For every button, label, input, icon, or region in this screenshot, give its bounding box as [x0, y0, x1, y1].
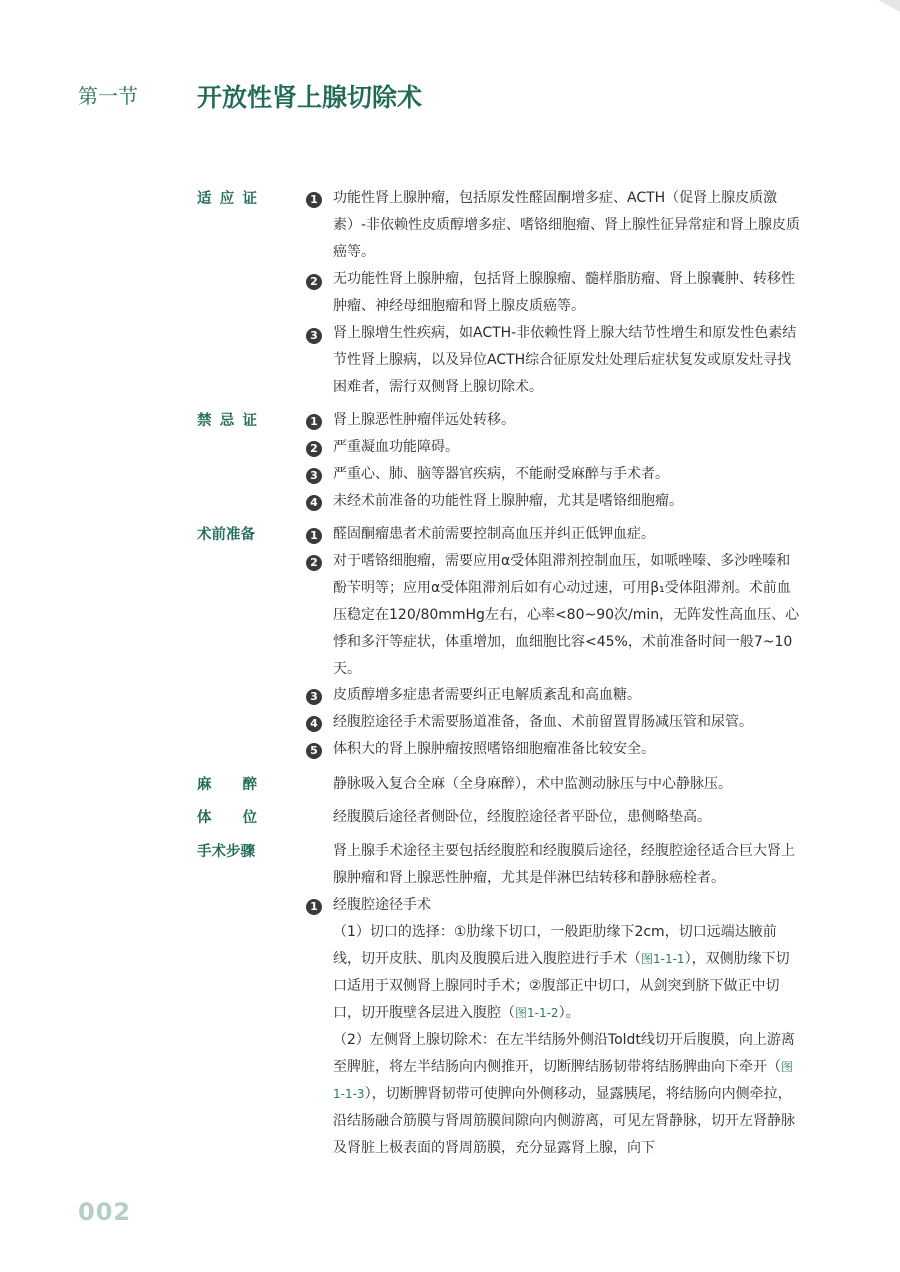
contraindication-item: 未经术前准备的功能性肾上腺肿瘤，尤其是嗜铬细胞瘤。	[333, 493, 683, 509]
label-contraindications: 禁 忌 证	[197, 413, 257, 429]
item-number: 1	[306, 414, 322, 430]
indication-item: 功能性肾上腺肿瘤，包括原发性醛固酮增多症、ACTH（促肾上腺皮质激素）-非依赖性皮质醇增多症、嗜铬细胞瘤、肾上腺性征异常症和肾上腺皮质癌等。	[333, 190, 801, 260]
position-text: 经腹膜后途径者侧卧位，经腹腔途径者平卧位，患侧略垫高。	[333, 809, 711, 825]
indication-item: 肾上腺增生性疾病，如ACTH-非依赖性肾上腺大结节性增生和原发性色素结节性肾上腺病，以及异位ACTH综合征原发灶处理后症状复发或原发灶寻找困难者，需行双侧肾上腺切除术。	[333, 325, 797, 395]
preop-item: 体积大的肾上腺肿瘤按照嗜铬细胞瘤准备比较安全。	[333, 741, 655, 757]
label-preop: 术前准备	[197, 527, 255, 543]
label-anesthesia: 麻 醉	[197, 777, 257, 793]
approach-title: 经腹腔途径手术	[333, 897, 431, 913]
steps-intro: 肾上腺手术途径主要包括经腹腔和经腹膜后途径，经腹腔途径适合巨大肾上腺肿瘤和肾上腺恶性肿瘤，尤其是伴淋巴结转移和静脉癌栓者。	[333, 843, 795, 886]
item-number: 1	[306, 528, 322, 544]
contraindication-item: 严重心、肺、脑等器官疾病，不能耐受麻醉与手术者。	[333, 466, 669, 482]
preop-item: 皮质醇增多症患者需要纠正电解质紊乱和高血糖。	[333, 687, 641, 703]
item-number: 3	[306, 689, 322, 705]
item-number: 1	[306, 192, 322, 208]
item-number: 4	[306, 716, 322, 732]
indication-item: 无功能性肾上腺肿瘤，包括肾上腺腺瘤、髓样脂肪瘤、肾上腺囊肿、转移性肿瘤、神经母细胞瘤和肾上腺皮质癌等。	[333, 271, 795, 314]
anesthesia-text: 静脉吸入复合全麻（全身麻醉），术中监测动脉压与中心静脉压。	[333, 776, 732, 792]
item-number: 3	[306, 328, 322, 344]
contraindication-item: 严重凝血功能障碍。	[333, 439, 459, 455]
incision-paragraph: （1）切口的选择：①肋缘下切口，一般距肋缘下2cm，切口远端达腋前线，切开皮肤、肌肉及腹膜后进入腹腔进行手术（图1-1-1），双侧肋缘下切口适用于双侧肾上腺同时手术；②腹部正中切口，从剑突到脐下做正中切口，切开腹壁各层进入腹腔（图1-1-2）。	[333, 924, 790, 1021]
item-number: 5	[306, 743, 322, 759]
figure-ref: 图1-1-3	[333, 1060, 794, 1101]
label-indications: 适 应 证	[197, 191, 257, 207]
page-corner-fold	[878, 0, 900, 12]
preop-item: 经腹腔途径手术需要肠道准备，备血、术前留置胃肠减压管和尿管。	[333, 714, 753, 730]
item-number: 2	[306, 274, 322, 290]
section-number: 第一节	[78, 84, 138, 108]
figure-ref: 图1-1-2	[515, 1006, 559, 1020]
item-number: 1	[306, 899, 322, 915]
preop-item: 醛固酮瘤患者术前需要控制高血压并纠正低钾血症。	[333, 526, 655, 542]
item-number: 2	[306, 555, 322, 571]
left-adrenalectomy-paragraph: （2）左侧肾上腺切除术：在左半结肠外侧沿Toldt线切开后腹膜，向上游离至脾脏，将左半结肠向内侧推开，切断脾结肠韧带将结肠脾曲向下牵开（图1-1-3），切断脾肾韧带可使脾向外侧移动，显露胰尾，将结肠向内侧牵拉，沿结肠融合筋膜与肾周筋膜间隙向内侧游离，可见左肾静脉，切开左肾静脉及肾脏上极表面的肾周筋膜，充分显露肾上腺，向下	[333, 1032, 795, 1156]
label-position: 体 位	[197, 810, 257, 826]
section-title: 开放性肾上腺切除术	[197, 83, 423, 112]
item-number: 3	[306, 468, 322, 484]
item-number: 4	[306, 495, 322, 511]
preop-item: 对于嗜铬细胞瘤，需要应用α受体阻滞剂控制血压，如哌唑嗪、多沙唑嗪和酚苄明等；应用α受体阻滞剂后如有心动过速，可用β₁受体阻滞剂。术前血压稳定在120/80mmHg左右，心率<80~90次/min，无阵发性高血压、心悸和多汗等症状，体重增加，血细胞比容<45%，术前准备时间一般7~10天。	[333, 553, 800, 677]
contraindication-item: 肾上腺恶性肿瘤伴远处转移。	[333, 412, 515, 428]
page-number: 002	[78, 1198, 132, 1226]
figure-ref: 图1-1-1	[641, 952, 685, 966]
item-number: 2	[306, 441, 322, 457]
label-steps: 手术步骤	[197, 844, 255, 860]
